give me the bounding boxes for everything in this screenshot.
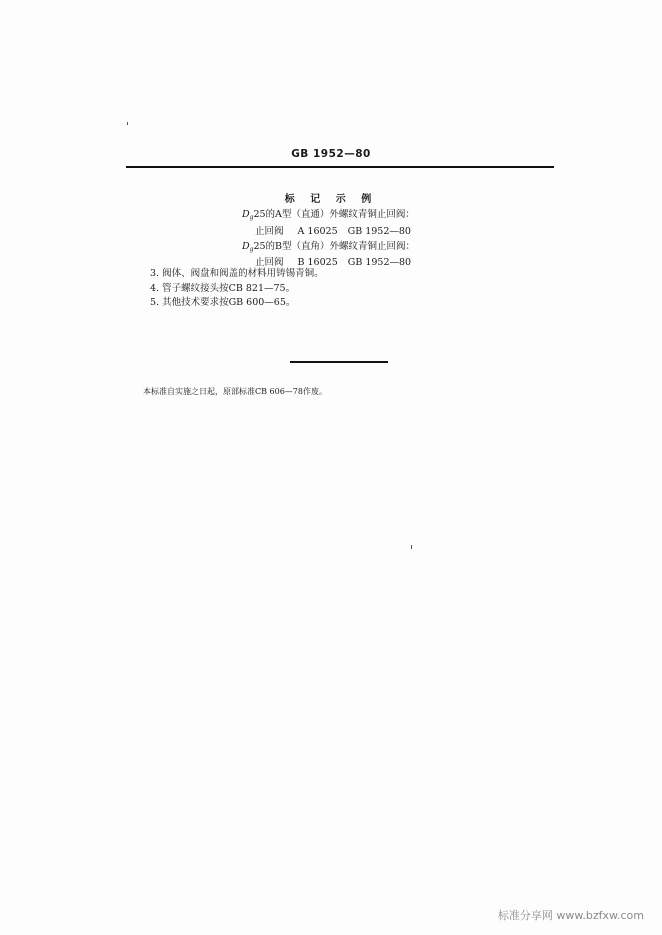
standard-code-header: GB 1952—80	[291, 148, 371, 160]
nominal-diameter-symbol: $D_g$	[242, 209, 254, 221]
scan-speck	[127, 122, 128, 125]
section-title: 标 记 示 例	[284, 194, 378, 205]
scan-speck	[411, 545, 412, 549]
list-item-4: 4. 管子螺纹接头按CB 821—75。	[150, 283, 296, 294]
example-1-marking: 止回阀 A 16025 GB 1952—80	[255, 226, 411, 237]
header-rule	[126, 166, 554, 168]
list-item-5: 5. 其他技术要求按GB 600—65。	[150, 297, 296, 308]
watermark: 标准分享网 www.bzfxw.com	[497, 909, 644, 922]
list-item-3: 3. 阀体、阀盘和阀盖的材料用铸锡青铜。	[150, 268, 324, 279]
end-rule	[290, 361, 388, 363]
nominal-diameter-symbol: $D_g$	[242, 241, 254, 253]
footnote: 本标准自实施之日起，原部标准CB 606—78作废。	[143, 387, 327, 396]
example-1-description: $D_g25$的A型（直通）外螺纹青铜止回阀：	[242, 209, 415, 221]
example-2-marking: 止回阀 B 16025 GB 1952—80	[255, 257, 412, 268]
example-2-description: $D_g25$的B型（直角）外螺纹青铜止回阀：	[242, 241, 416, 253]
